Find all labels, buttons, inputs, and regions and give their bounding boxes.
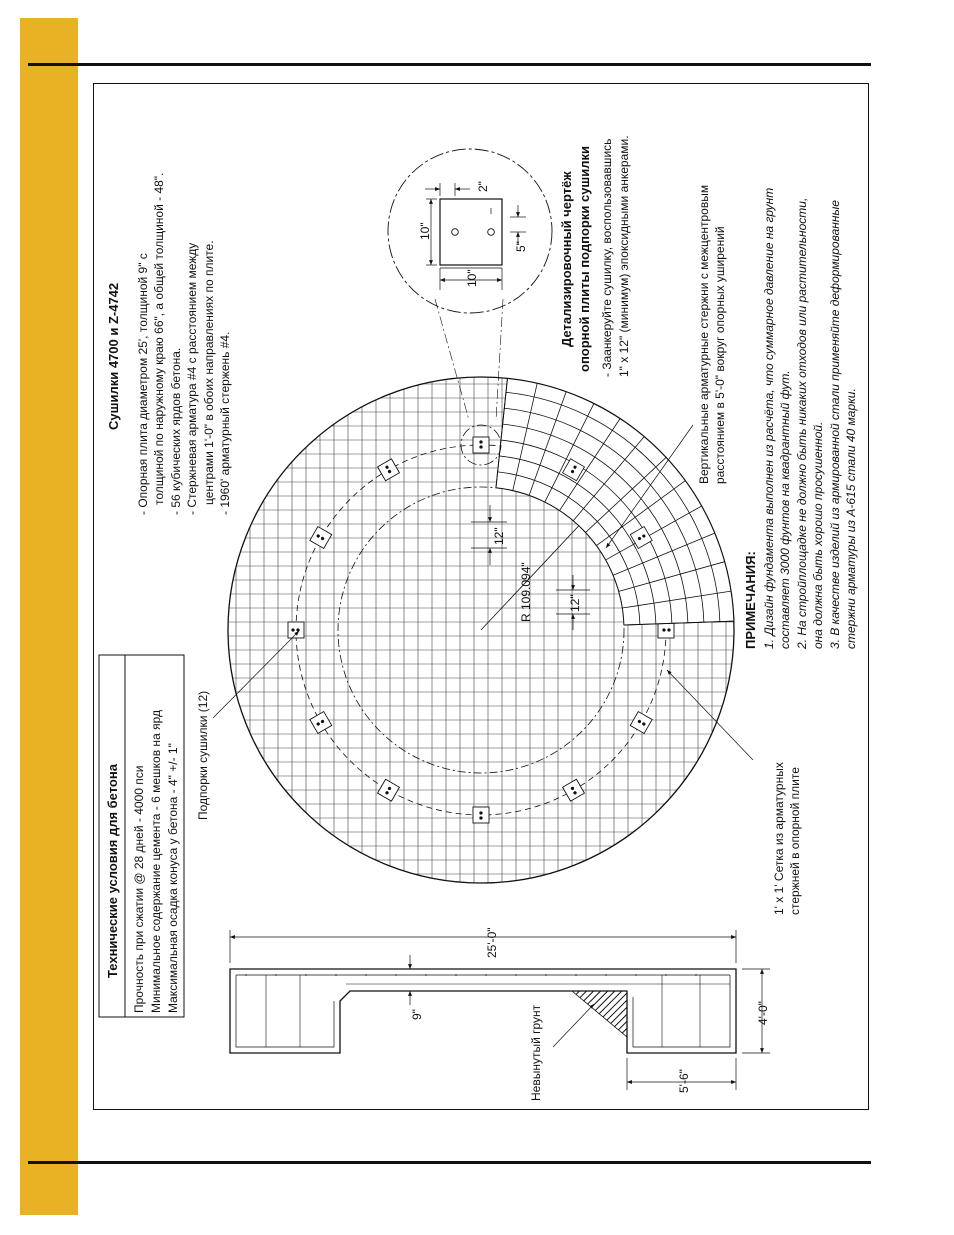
radius-label: R 109.094" [519,562,533,622]
dim-5-6-label: 5'-6" [677,1069,691,1093]
dim-5-label: 5" [514,241,528,252]
dim-10-label: 10" [418,222,432,240]
dim-2-label: 2" [476,181,490,192]
description [136,173,232,515]
support-pad [473,437,489,453]
drawing-heading: Сушилки 4700 и Z-4742 [106,282,121,430]
dim-12-label: 12" [492,527,506,545]
spec-table [99,655,184,1017]
description-line: - 1960' арматурный стержень #4. [218,331,232,515]
support-pad [473,807,489,823]
note-line: составляет 3000 фунтов на квадрантный фут. [778,370,792,649]
dim-4-label: 4'-0" [756,1001,770,1025]
dim-12-label: 12" [568,594,582,612]
note-line: она должна быть хорошо просушенной. [811,421,825,649]
support-pad [310,712,332,734]
support-pad [630,712,652,734]
support-pad [658,622,674,638]
description-line: - 56 кубических ярдов бетона. [169,347,183,515]
description-line: - Стержневая арматура #4 с расстоянием между [185,242,199,515]
support-pad [378,779,400,801]
note-line: стержни арматуры из A-615 стали 40 марки. [844,388,858,649]
note-line: 3. В качестве изделий из армированной стали применяйте деформированные [828,200,842,649]
slab-plan [220,370,745,890]
notes [743,188,858,650]
dim-25-label: 25'-0" [485,927,499,958]
vertical-rebar-label: Вертикальные арматурные стержни с межцентровым [697,184,711,484]
detail-note: - Заанкеруйте сушилку, воспользовавшись [600,138,614,377]
description-line: центрами 1'-0" в обоих направлениях по плите. [202,240,216,505]
description-line: - Опорная плита диаметром 25', толщиной 9" с [136,253,150,515]
mesh-label: 1' x 1' Сетка из арматурных [772,762,786,915]
spec-row: Прочность при сжатии @ 28 дней - 4000 пси [132,765,146,1013]
support-pad [310,527,332,549]
vertical-rebar-label: расстоянием в 5'-0" вокруг опорных уширений [713,226,727,484]
description-line: толщиной по наружному краю 66", а общей толщиной - 48". [152,172,166,505]
slab-section [230,930,770,1090]
supports-label: Подпорки сушилки (12) [196,690,210,820]
note-line: 2. На стройплощадке не должно быть никаких отходов или растительности, [795,197,809,649]
support-pad [288,622,304,638]
soil-label: Невынутый грунт [529,1004,543,1101]
dim-10-label: 10" [465,269,479,287]
notes-title: ПРИМЕЧАНИЯ: [743,551,758,649]
note-line: 1. Дизайн фундамента выполнен из расчёта, что суммарное давление на грунт [762,187,776,649]
support-pad [563,779,585,801]
mesh-label: стержней в опорной плите [788,767,802,915]
detail-title: опорной плиты подпорки сушилки [577,145,592,372]
dim-9-label: 9" [410,1009,424,1020]
spec-table-title: Технические условия для бетона [105,764,120,978]
spec-row: Минимальное содержание цемента - 6 мешков на ярд [149,710,163,1013]
detail-note: 1" x 12" (минимум) эпоксидными анкерами. [617,135,631,377]
support-pad [378,459,400,481]
spec-row: Максимальная осадка конуса у бетона - 4" +/- 1" [166,743,180,1013]
detail-title: Детализировочный чертёж [559,171,574,347]
